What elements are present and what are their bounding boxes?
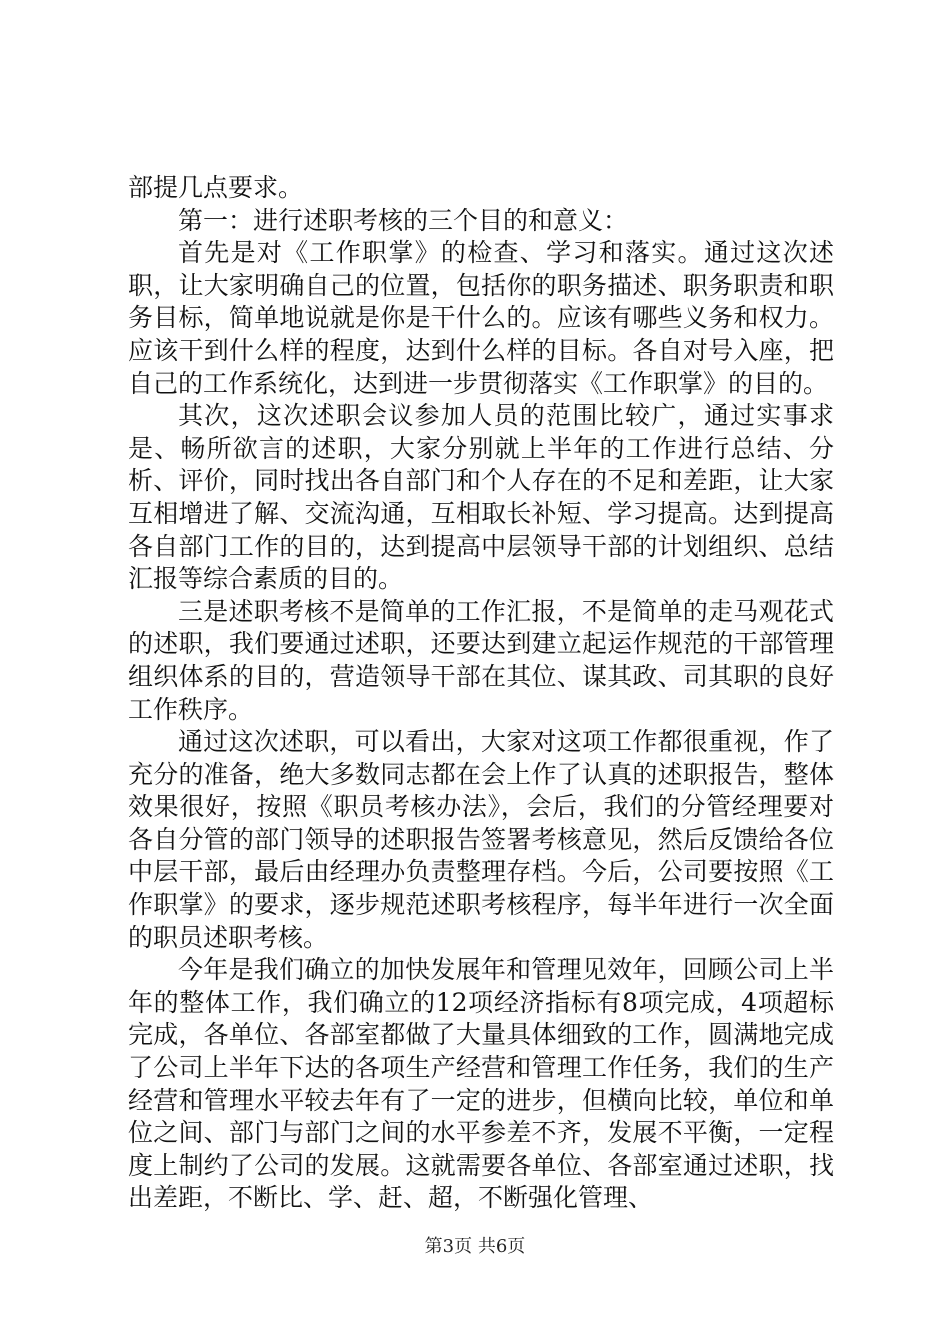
paragraph-review-outcome: 通过这次述职，可以看出，大家对这项工作都很重视，作了充分的准备，绝大多数同志都在会上作了认真的述职报告，整体效果很好，按照《职员考核办法》，会后，我们的分管经理要对各自分管的部门领导的述职报告签署考核意见，然后反馈给各位中层干部，最后由经理办负责整理存档。今后，公司要按照《工作职掌》的要求，逐步规范述职考核程序，每半年进行一次全面的职员述职考核。 [128, 727, 834, 952]
paragraph-third-purpose: 三是述职考核不是简单的工作汇报，不是简单的走马观花式的述职，我们要通过述职，还要达到建立起运作规范的干部管理组织体系的目的，营造领导干部在其位、谋其政、司其职的良好工作秩序。 [128, 596, 834, 724]
paragraph-section-heading: 第一：进行述职考核的三个目的和意义： [178, 205, 629, 235]
document-body [128, 172, 834, 1215]
paragraph-first-purpose: 首先是对《工作职掌》的检查、学习和落实。通过这次述职，让大家明确自己的位置，包括你的职务描述、职务职责和职务目标，简单地说就是你是干什么的。应该有哪些义务和权力。应该干到什么样的程度，达到什么样的目标。各自对号入座，把自己的工作系统化，达到进一步贯彻落实《工作职掌》的目的。 [128, 238, 834, 398]
page-footer: 第3页 共6页 [424, 1236, 526, 1257]
paragraph-second-purpose: 其次，这次述职会议参加人员的范围比较广，通过实事求是、畅所欲言的述职，大家分别就上半年的工作进行总结、分析、评价，同时找出各自部门和个人存在的不足和差距，让大家互相增进了解、交流沟通，互相取长补短、学习提高。达到提高各自部门工作的目的，达到提高中层领导干部的计划组织、总结汇报等综合素质的目的。 [128, 401, 834, 594]
paragraph-half-year-summary: 今年是我们确立的加快发展年和管理见效年，回顾公司上半年的整体工作，我们确立的12项经济指标有8项完成，4项超标完成，各单位、各部室都做了大量具体细致的工作，圆满地完成了公司上半年下达的各项生产经营和管理工作任务，我们的生产经营和管理水平较去年有了一定的进步，但横向比较，单位和单位之间、部门与部门之间的水平参差不齐，发展不平衡，一定程度上制约了公司的发展。这就需要各单位、各部室通过述职，找出差距，不断比、学、赶、超，不断强化管理、 [128, 955, 834, 1213]
paragraph-continuation: 部提几点要求。 [128, 173, 304, 202]
